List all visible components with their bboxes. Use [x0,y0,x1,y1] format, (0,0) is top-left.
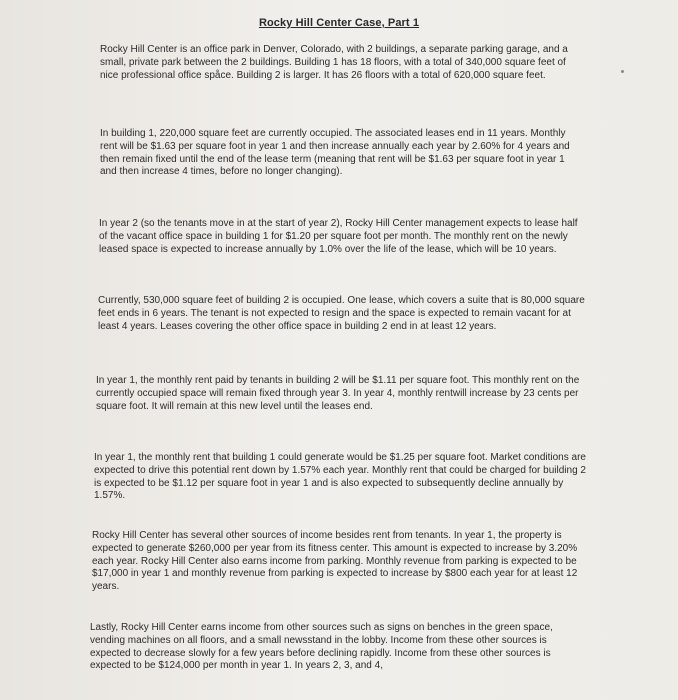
paragraph-market-rent: In year 1, the monthly rent that building 1 could generate would be $1.25 per square foot. Market conditions are expected to drive this potential rent down by 1.57% each year. Monthly rent that could be charged for building 2 is expected to be $1.12 per square foot in year 1 and is also expected to subsequently decline annually by 1.57%. [94,452,586,502]
page-title: Rocky Hill Center Case, Part 1 [258,17,420,29]
paragraph-building2-rent: In year 1, the monthly rent paid by tenants in building 2 will be $1.11 per square foot. This monthly rent on the currently occupied space will remain fixed through year 3. In year 4, monthly rentwill increase by 23 cents per square foot. It will remain at this new level until the leases end. [96,375,580,412]
paragraph-year2-leasing: In year 2 (so the tenants move in at the start of year 2), Rocky Hill Center management expects to lease half of the vacant office space in building 1 for $1.20 per square foot per month. The monthly rent on the newly leased space is expected to increase annually by 1.0% over the life of the lease, which will be 10 years. [99,218,578,255]
paragraph-overview: Rocky Hill Center is an office park in Denver, Colorado, with 2 buildings, a separate parking garage, and a small, private park between the 2 buildings. Building 1 has 18 floors, with a total of 340,000 square feet of nice professional office spåce. Building 2 is larger. It has 26 floors with a total of 620,000 square feet. [100,44,568,81]
paragraph-other-sources: Lastly, Rocky Hill Center earns income from other sources such as signs on benches in the green space, vending machines on all floors, and a small newsstand in the lobby. Income from these other sources is expected to decrease slowly for a few years before declining rapidly. Income from these other sources is expected to be $124,000 per month in year 1. In years 2, 3, and 4, [90,622,553,672]
paragraph-building1-leases: In building 1, 220,000 square feet are currently occupied. The associated leases end in 11 years. Monthly rent will be $1.63 per square foot in year 1 and then increase annually each year by 2.60% for 4 years and then remain fixed until the end of the lease term (meaning that rent will be $1.63 per square foot in year 1 and then increase 4 times, before no longer changing). [100,128,570,178]
paper-speck [621,70,624,73]
paragraph-other-income: Rocky Hill Center has several other sources of income besides rent from tenants. In year 1, the property is expected to generate $260,000 per year from its fitness center. This amount is expected to increase by 3.20% each year. Rocky Hill Center also earns income from parking. Monthly revenue from parking is expected to be $17,000 in year 1 and monthly revenue from parking is expected to increase by $800 each year for at least 12 years. [92,530,578,593]
paragraph-building2-occupancy: Currently, 530,000 square feet of building 2 is occupied. One lease, which covers a suite that is 80,000 square feet ends in 6 years. The tenant is not expected to resign and the space is expected to remain vacant for at least 4 years. Leases covering the other office space in building 2 end in at least 12 years. [98,295,585,332]
